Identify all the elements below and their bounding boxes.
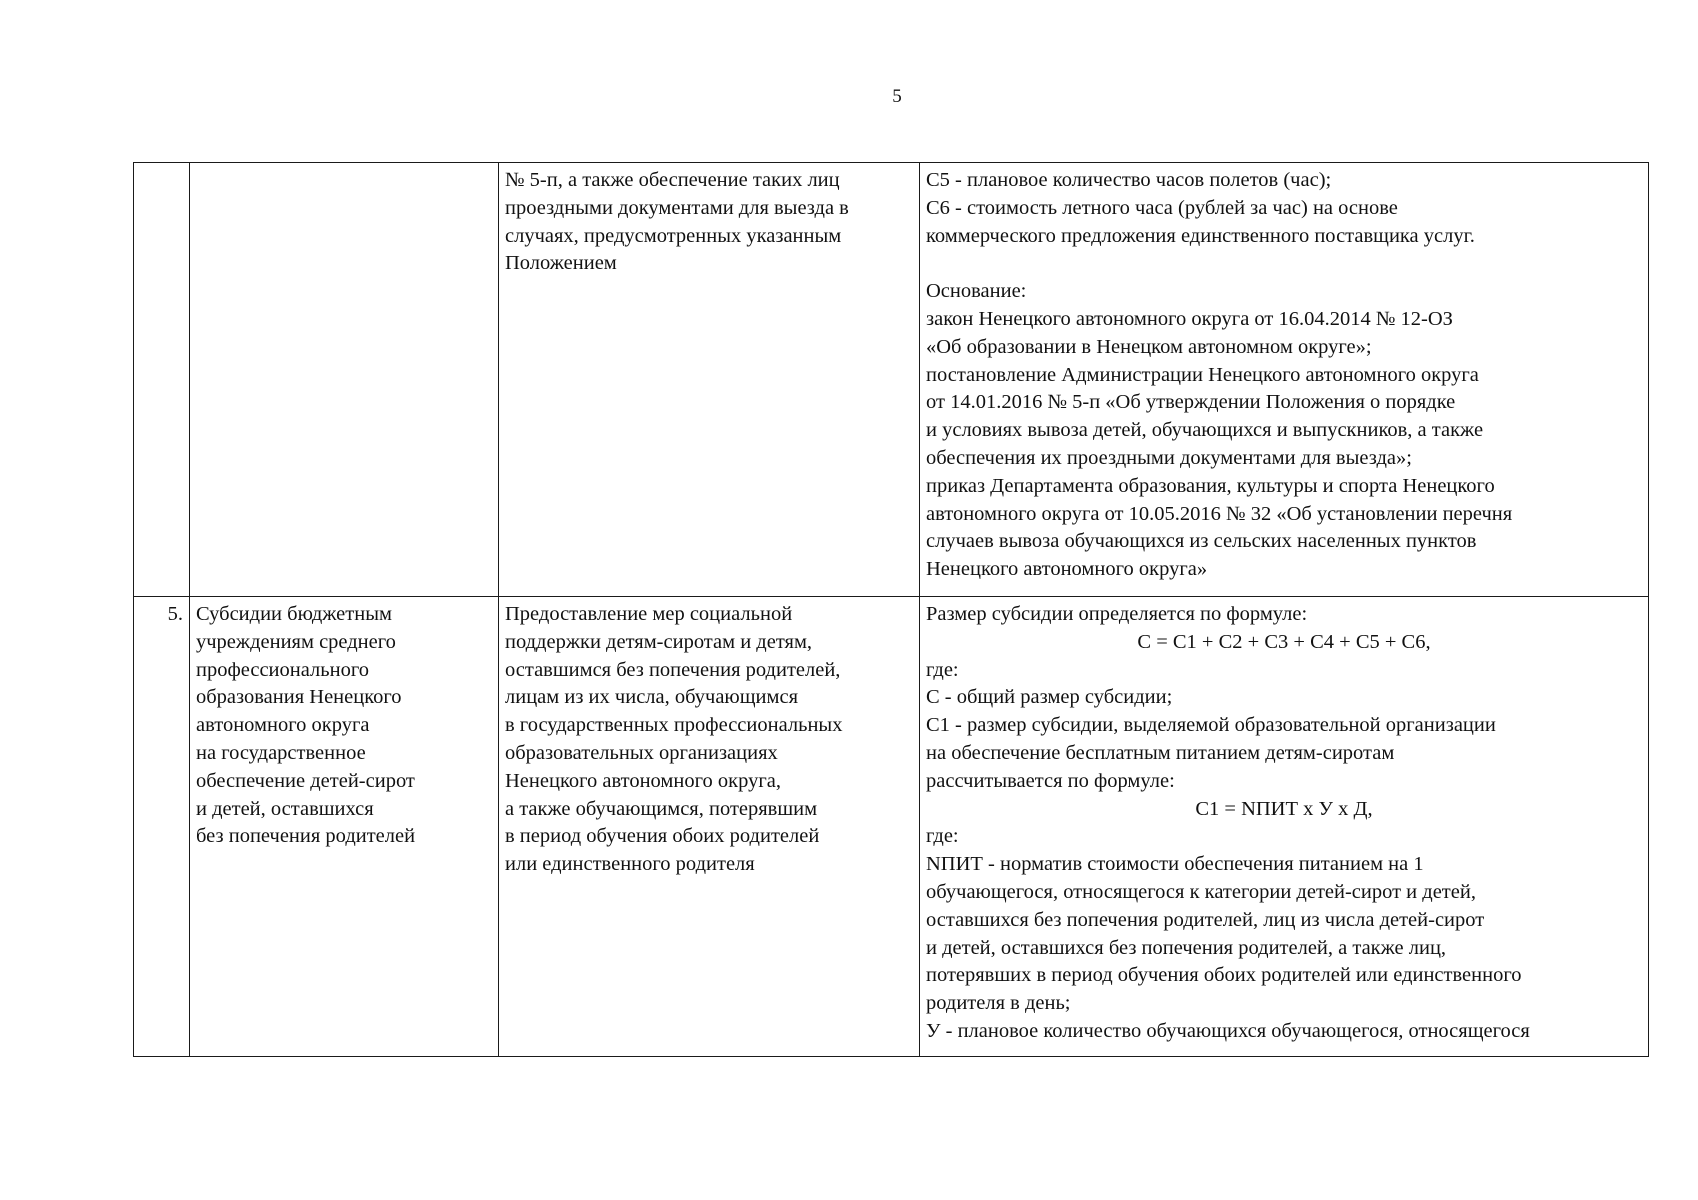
name-line: автономного округа: [196, 714, 370, 737]
calc-line: С - общий размер субсидии;: [926, 686, 1173, 709]
calc-line: и детей, оставшихся без попечения родителей, а также лиц,: [926, 936, 1447, 959]
name-line: Субсидии бюджетным: [196, 603, 392, 625]
calc-line: коммерческого предложения единственного поставщика услуг.: [926, 224, 1475, 247]
row-number: 5.: [167, 603, 183, 625]
purpose-line: случаях, предусмотренных указанным: [505, 224, 842, 247]
purpose-line: № 5-п, а также обеспечение таких лиц: [505, 169, 840, 191]
calc-line: потерявших в период обучения обоих родителей или единственного: [926, 964, 1522, 987]
calc-line: С5 - плановое количество часов полетов (час);: [926, 169, 1332, 191]
purpose-line: образовательных организациях: [505, 741, 778, 764]
basis-heading: Основание:: [926, 280, 1027, 303]
basis-line: постановление Администрации Ненецкого автономного округа: [926, 363, 1479, 386]
row-number-cell: [134, 597, 190, 1057]
purpose-line: Предоставление мер социальной: [505, 603, 793, 625]
calc-line: С1 - размер субсидии, выделяемой образовательной организации: [926, 714, 1496, 737]
name-line: учреждениям среднего: [196, 630, 396, 653]
purpose-line: Положением: [505, 252, 617, 275]
purpose-line: а также обучающимся, потерявшим: [505, 797, 818, 820]
calc-line: где:: [926, 658, 959, 681]
basis-line: от 14.01.2016 № 5-п «Об утверждении Положения о порядке: [926, 391, 1456, 414]
purpose-line: оставшимся без попечения родителей,: [505, 658, 841, 681]
purpose-cell: [499, 597, 920, 1057]
basis-line: закон Ненецкого автономного округа от 16.04.2014 № 12-ОЗ: [926, 307, 1453, 330]
table-row: [134, 163, 1649, 597]
calc-line: где:: [926, 825, 959, 848]
subsidy-name-cell: [190, 597, 499, 1057]
basis-line: случаев вывоза обучающихся из сельских населенных пунктов: [926, 530, 1477, 553]
purpose-cell: [499, 163, 920, 597]
calc-line: на обеспечение бесплатным питанием детям-сиротам: [926, 741, 1395, 764]
basis-line: автономного округа от 10.05.2016 № 32 «Об установлении перечня: [926, 502, 1513, 525]
name-line: на государственное: [196, 741, 366, 764]
name-line: обеспечение детей-сирот: [196, 769, 415, 792]
purpose-line: в государственных профессиональных: [505, 714, 843, 737]
document-table: [133, 162, 1649, 1057]
calc-line: обучающегося, относящегося к категории детей-сирот и детей,: [926, 880, 1476, 903]
purpose-line: или единственного родителя: [505, 853, 755, 876]
name-line: без попечения родителей: [196, 825, 416, 848]
purpose-line: лицам из их числа, обучающимся: [505, 686, 798, 709]
calc-line: родителя в день;: [926, 992, 1071, 1015]
basis-line: обеспечения их проездными документами для выезда»;: [926, 446, 1412, 469]
purpose-line: Ненецкого автономного округа,: [505, 769, 781, 792]
formula-main: С = С1 + С2 + С3 + С4 + С5 + С6,: [1137, 630, 1431, 653]
page-number: 5: [892, 86, 902, 107]
basis-line: и условиях вывоза детей, обучающихся и выпускников, а также: [926, 419, 1484, 442]
subsidy-name-cell: [190, 163, 499, 597]
purpose-line: поддержки детям-сиротам и детям,: [505, 630, 813, 653]
calc-line: У - плановое количество обучающихся обучающегося, относящегося: [926, 1019, 1530, 1042]
purpose-line: проездными документами для выезда в: [505, 196, 849, 219]
name-line: и детей, оставшихся: [196, 797, 374, 820]
calc-line: NПИТ - норматив стоимости обеспечения питанием на 1: [926, 853, 1424, 876]
paragraph-gap: [926, 250, 1642, 278]
calc-line: оставшихся без попечения родителей, лиц из числа детей-сирот: [926, 908, 1485, 931]
calc-intro: Размер субсидии определяется по формуле:: [926, 603, 1308, 625]
basis-line: Ненецкого автономного округа»: [926, 558, 1208, 581]
calculation-cell: [920, 597, 1649, 1057]
calc-line: рассчитывается по формуле:: [926, 769, 1175, 792]
purpose-line: в период обучения обоих родителей: [505, 825, 820, 848]
row-number-cell: [134, 163, 190, 597]
calculation-cell: [920, 163, 1649, 597]
name-line: образования Ненецкого: [196, 686, 402, 709]
basis-line: «Об образовании в Ненецком автономном округе»;: [926, 335, 1372, 358]
basis-line: приказ Департамента образования, культуры и спорта Ненецкого: [926, 474, 1495, 497]
name-line: профессионального: [196, 658, 369, 681]
formula-c1: С1 = NПИТ х У х Д,: [1195, 797, 1373, 820]
table-row: [134, 597, 1649, 1057]
calc-line: С6 - стоимость летного часа (рублей за час) на основе: [926, 196, 1398, 219]
